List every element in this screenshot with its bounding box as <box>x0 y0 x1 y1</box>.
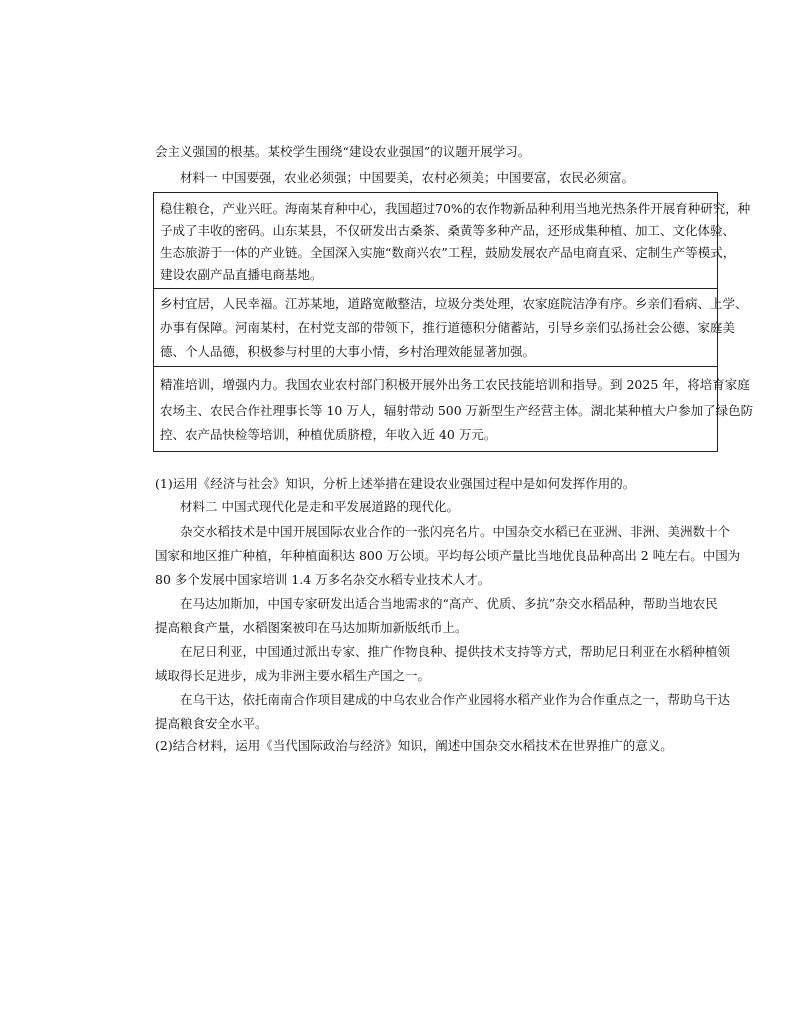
paragraph-line: 杂交水稻技术是中国开展国际农业合作的一张闪亮名片。中国杂交水稻已在亚洲、非洲、美洲数十个 <box>180 524 731 539</box>
material-box-training <box>153 367 754 452</box>
material-box-grain <box>153 192 751 289</box>
box-line: 乡村宜居，人民幸福。江苏某地，道路宽敞整洁，垃圾分类处理，农家庭院洁净有序。乡亲们看病、上学、 <box>160 296 748 311</box>
paragraph-line: 提高粮食安全水平。 <box>155 716 268 731</box>
box-line: 精准培训，增强内力。我国农业农村部门积极开展外出务工农民技能培训和指导。到 2025 年，将培育家庭 <box>160 377 750 392</box>
material-box-village <box>153 288 748 367</box>
box-line: 农场主、农民合作社理事长等 10 万人，辐射带动 500 万新型生产经营主体。湖北某种植大户参加了绿色防 <box>160 403 754 418</box>
material1-title: 材料一 中国要强，农业必须强；中国要美，农村必须美；中国要富，农民必须富。 <box>180 170 634 185</box>
intro-line: 会主义强国的根基。某校学生围绕“建设农业强国”的议题开展学习。 <box>155 144 531 159</box>
box-line: 控、农产品快检等培训，种植优质脐橙，年收入近 40 万元。 <box>160 427 497 442</box>
box-line: 生态旅游于一体的产业链。全国深入实施“数商兴农”工程，鼓励发展农产品电商直采、定制生产等模式， <box>160 245 736 260</box>
paragraph-line: 在马达加斯加，中国专家研发出适合当地需求的“高产、优质、多抗”杂交水稻品种，帮助当地农民 <box>180 596 718 611</box>
question-2: (2)结合材料，运用《当代国际政治与经济》知识，阐述中国杂交水稻技术在世界推广的意义。 <box>155 738 673 753</box>
paragraph-line: 域取得长足进步，成为非洲主要水稻生产国之一。 <box>155 668 431 683</box>
paragraph-line: 在乌干达，依托南南合作项目建成的中乌农业合作产业园将水稻产业作为合作重点之一，帮助乌干达 <box>180 692 731 707</box>
box-line: 子成了丰收的密码。山东某县，不仅研发出古桑茶、桑黄等多种产品，还形成集种植、加工、文化体验、 <box>160 223 736 238</box>
box-line: 办事有保障。河南某村，在村党支部的带领下，推行道德积分储蓄站，引导乡亲们弘扬社会公德、家庭美 <box>160 320 736 335</box>
material2-title: 材料二 中国式现代化是走和平发展道路的现代化。 <box>180 499 459 514</box>
box-line: 稳住粮仓，产业兴旺。海南某育种中心，我国超过70%的农作物新品种利用当地光热条件开展育种研究，种 <box>160 201 751 216</box>
box-line: 建设农副产品直播电商基地。 <box>160 267 323 282</box>
paragraph-line: 在尼日利亚，中国通过派出专家、推广作物良种、提供技术支持等方式，帮助尼日利亚在水稻种植领 <box>180 644 731 659</box>
question-1: (1)运用《经济与社会》知识，分析上述举措在建设农业强国过程中是如何发挥作用的。 <box>155 476 636 491</box>
paragraph-line: 80 多个发展中国家培训 1.4 万多名杂交水稻专业技术人才。 <box>155 572 491 587</box>
box-line: 德、个人品德，积极参与村里的大事小情，乡村治理效能显著加强。 <box>160 344 536 359</box>
paragraph-line: 提高粮食产量，水稻图案被印在马达加斯加新版纸币上。 <box>155 620 468 635</box>
paragraph-line: 国家和地区推广种植，年种植面积达 800 万公顷。平均每公顷产量比当地优良品种高出 2 吨左右。中国为 <box>155 548 741 563</box>
